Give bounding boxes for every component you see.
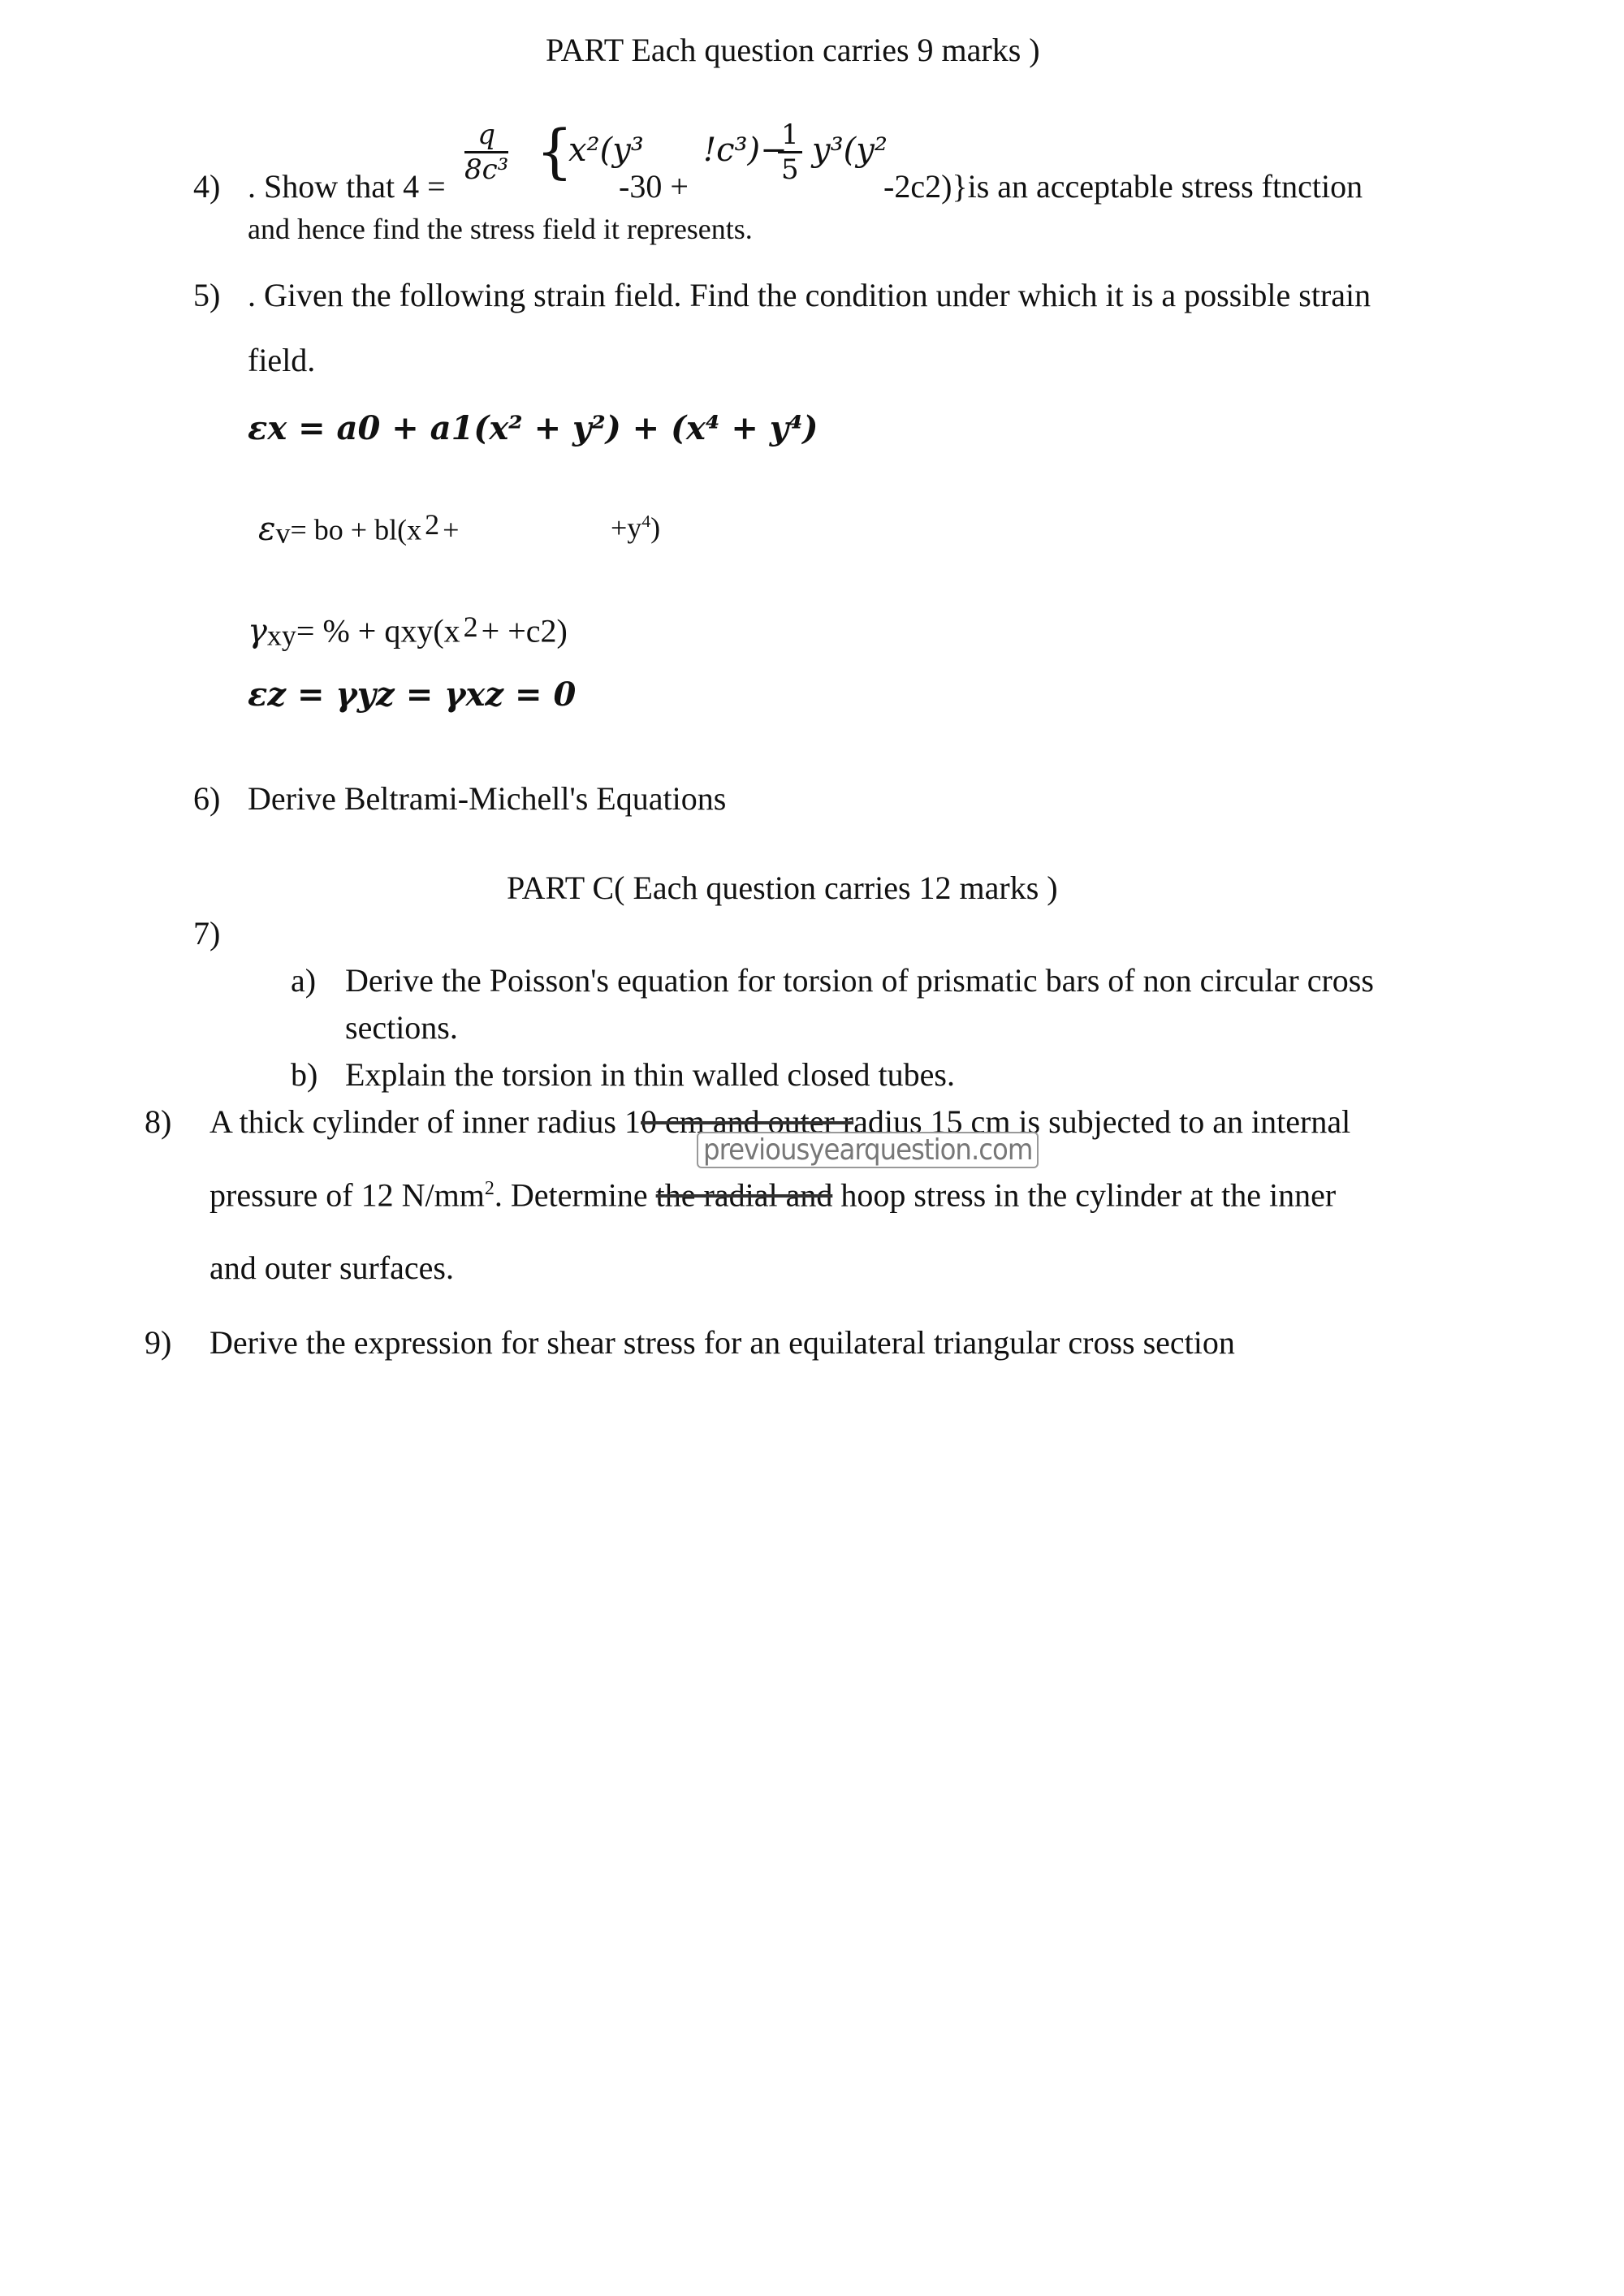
question-text: . Show that 4 = <box>248 168 446 205</box>
watermark: previousyearquestion.com <box>697 1132 1039 1168</box>
question-number: 4) <box>193 168 221 205</box>
formula-fragment: -30 + <box>619 168 689 205</box>
subpart-label-b: b) <box>291 1056 318 1093</box>
question-number: 5) <box>193 277 221 313</box>
question-text: . Given the following strain field. Find the condition under which it is a possible strain <box>248 277 1371 313</box>
formula-term-3: y³(y² <box>812 132 888 169</box>
question-text-line2: pressure of 12 $N/mm^2$. Determine the radial and hoop stress in the cylinder at the inner <box>209 1176 1337 1214</box>
question-number: 8) <box>145 1103 172 1140</box>
formula-fraction: $\frac{q}{\text{8c³}}$ <box>464 119 509 186</box>
question-text-line2: and hence find the stress field it represents. <box>248 213 753 245</box>
question-text: Derive the expression for shear stress for an equilateral triangular cross section <box>209 1324 1235 1361</box>
question-text-line1: A thick cylinder of inner radius 10 cm and outer radius 15 cm is subjected to an internal <box>209 1103 1351 1140</box>
subpart-text-b: Explain the torsion in thin walled closed tubes. <box>345 1056 955 1093</box>
question-text-tail: -2c2)}is an acceptable stress ftnction <box>883 168 1363 205</box>
formula-fraction-2: $\frac{1}{5}$ <box>778 119 802 186</box>
part-b-header: PART Each question carries 9 marks ) <box>546 32 1040 68</box>
question-text-line3: and outer surfaces. <box>209 1249 454 1286</box>
strain-equation-xy: $\gamma_{xy}=$ % + qxy(x $^2$ + +c2) <box>248 611 568 652</box>
strain-equation-y-tail: $+y^4$) <box>611 511 661 544</box>
formula-term-2: !c³)− <box>703 132 788 169</box>
formula-brace: { <box>536 117 573 185</box>
question-text-line2: field. <box>248 342 316 378</box>
strain-equation-x: εx = a0 + a1(x² + y²) + (x⁴ + y⁴) <box>248 409 818 447</box>
subpart-text-a: Derive the Poisson's equation for torsion of prismatic bars of non circular cross <box>345 962 1374 999</box>
subpart-label-a: a) <box>291 962 317 999</box>
strain-equation-z: εz = γyz = γxz = 0 <box>248 675 577 714</box>
subpart-text-a-line2: sections. <box>345 1009 458 1046</box>
question-number: 9) <box>145 1324 172 1361</box>
question-number: 6) <box>193 780 221 817</box>
question-text: Derive Beltrami-Michell's Equations <box>248 780 727 817</box>
part-c-header: PART C( Each question carries 12 marks ) <box>507 870 1058 906</box>
strain-equation-y: $\varepsilon_v=$ bo + bl(x $^2$ + <box>258 508 460 550</box>
formula-term-1: x²(y³ <box>568 132 644 169</box>
question-number: 7) <box>193 915 221 952</box>
